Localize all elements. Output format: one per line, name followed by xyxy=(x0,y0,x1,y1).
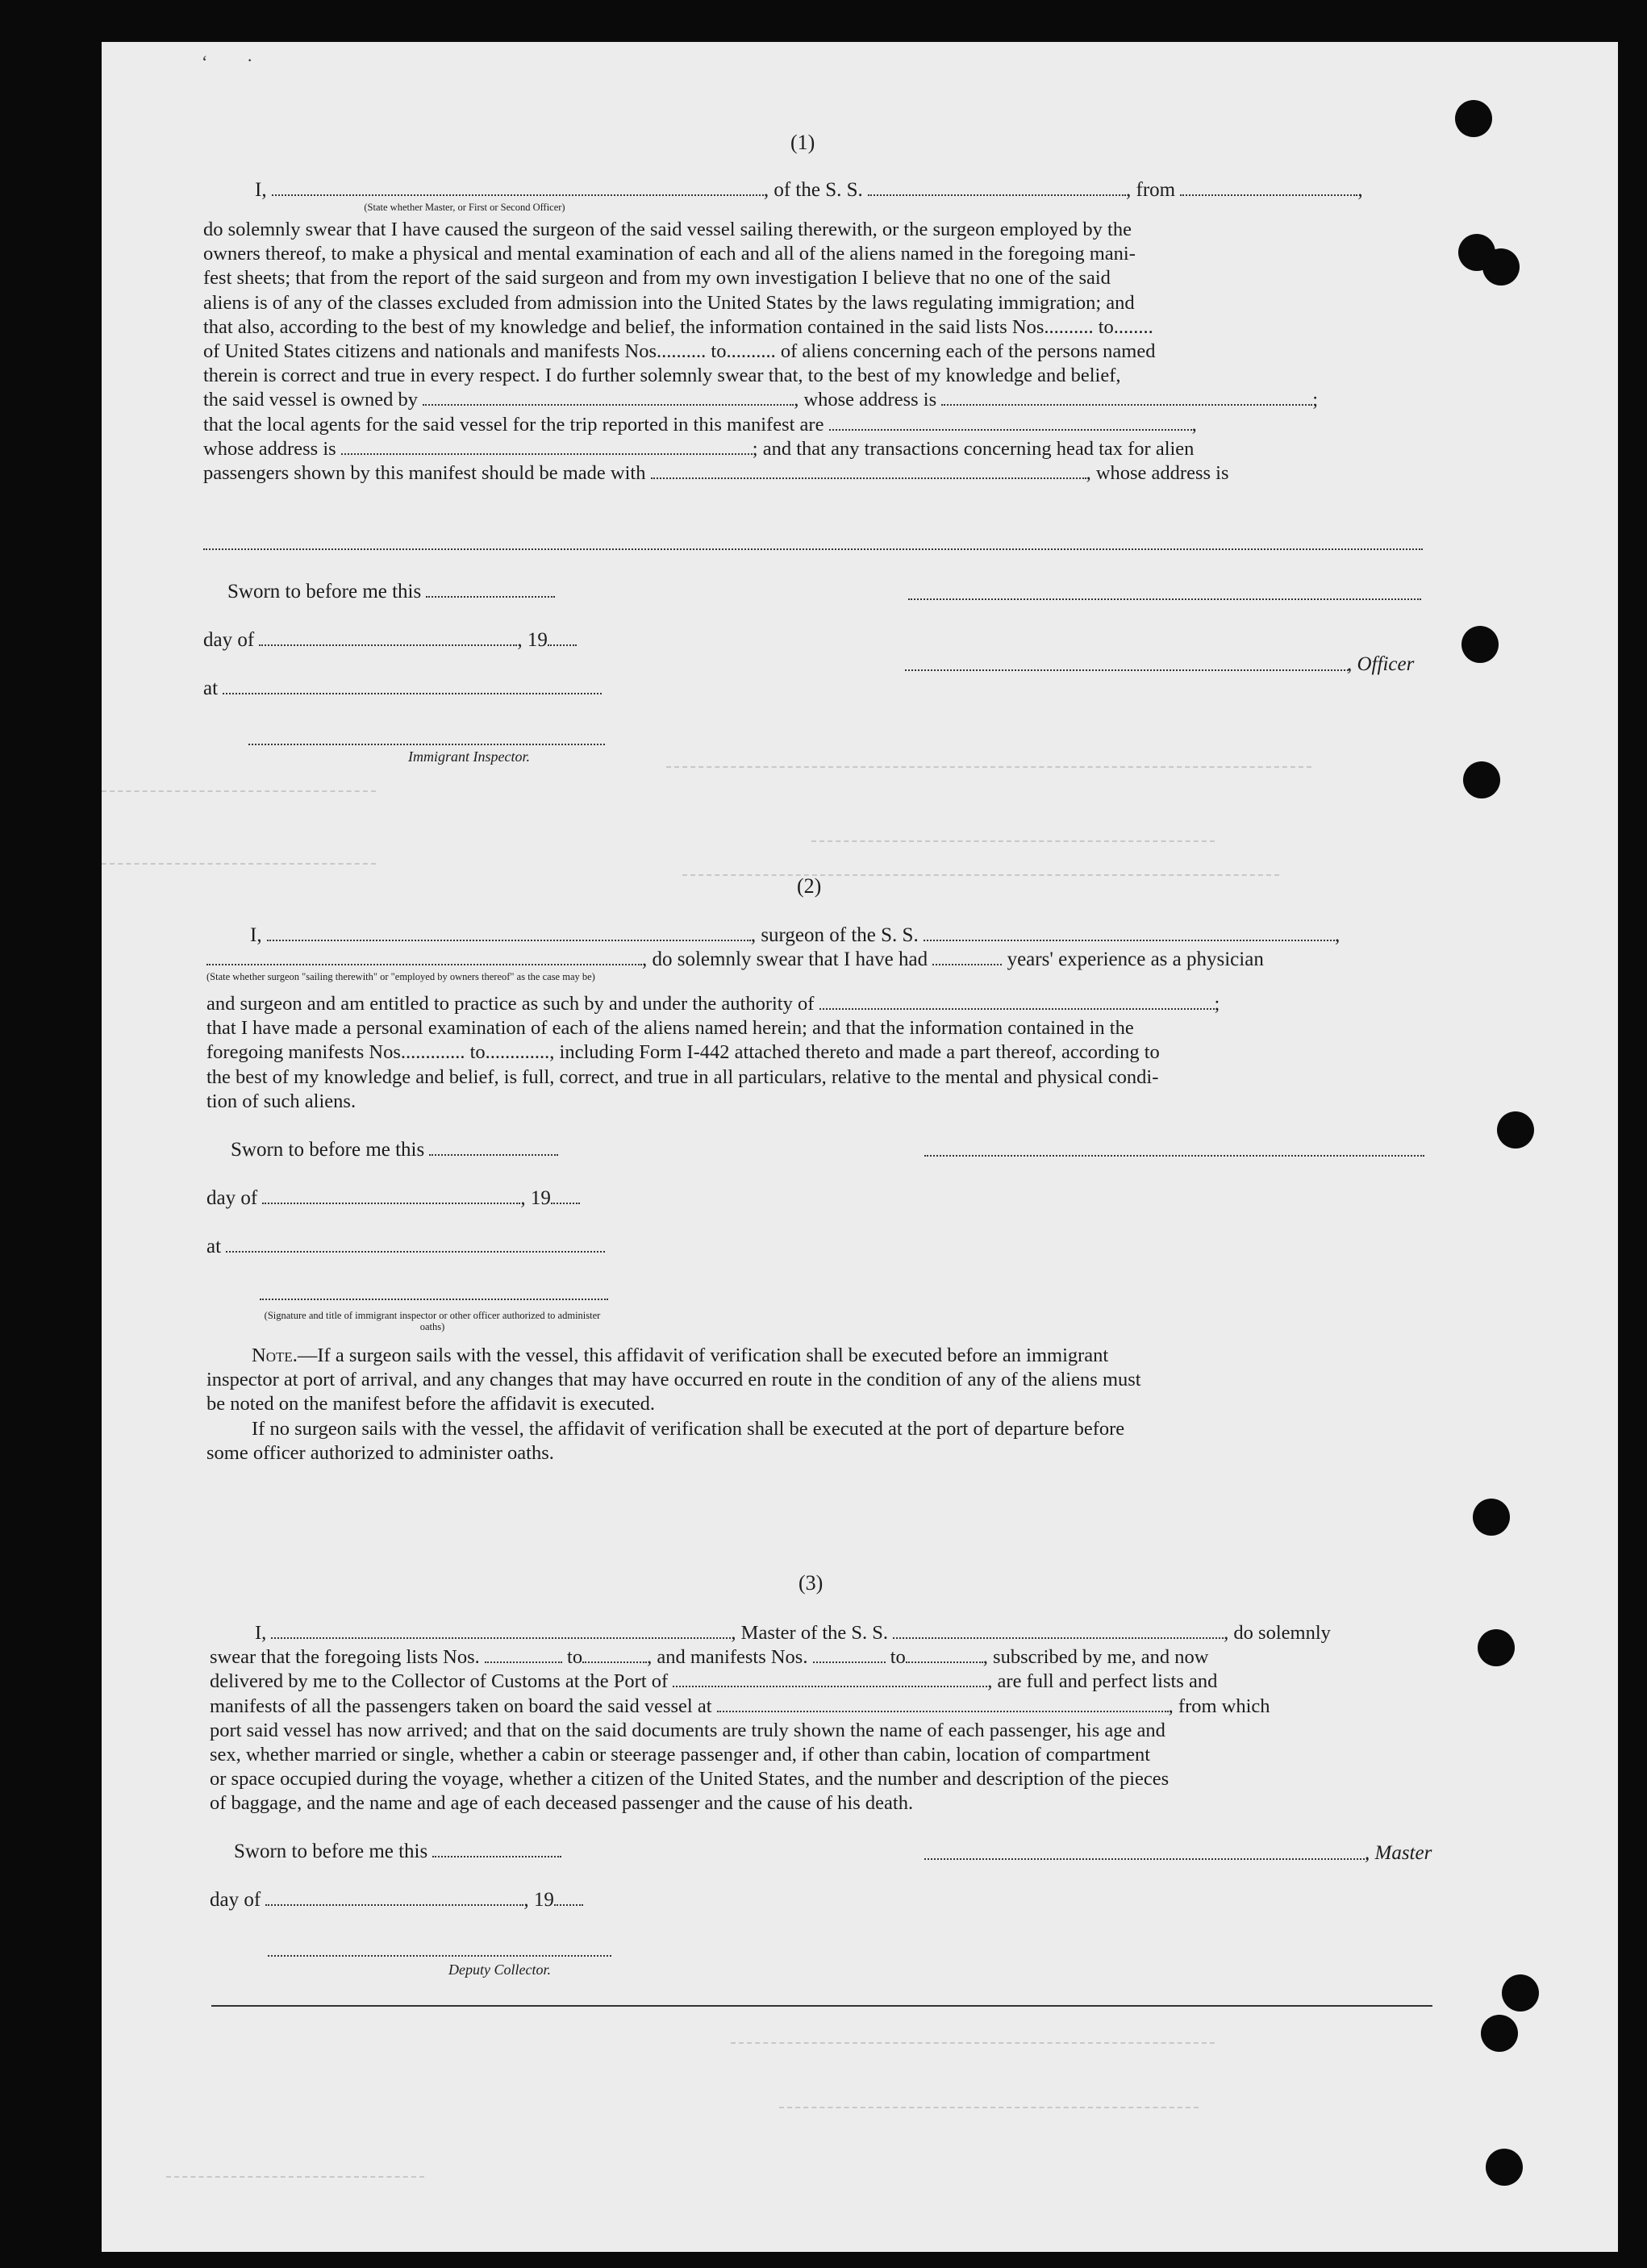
s3-vessel-blank[interactable] xyxy=(893,1624,1224,1639)
s1-line: that also, according to the best of my knowledge and belief, the information contained in the said lists Nos.......... to........ xyxy=(203,315,1153,338)
s2-sworn xyxy=(231,1139,558,1161)
s2-line: the best of my knowledge and belief, is full, correct, and true in all particulars, relative to the mental and physical condi- xyxy=(206,1065,1159,1088)
s1-from-blank[interactable] xyxy=(1180,181,1357,196)
s1-address-label: , whose address is xyxy=(794,389,937,411)
note-label: Note. xyxy=(252,1345,298,1366)
bleed-through-mark xyxy=(666,766,1311,768)
s3-to-label: to xyxy=(567,1646,583,1669)
s2-i: I, xyxy=(250,924,262,946)
punch-hole xyxy=(1463,761,1500,798)
s1-agents-address-blank[interactable] xyxy=(341,440,753,455)
punch-hole xyxy=(1482,248,1520,286)
bleed-through-mark xyxy=(682,874,1279,876)
punch-hole xyxy=(1455,100,1492,137)
s2-surgeon-signature-line[interactable] xyxy=(924,1155,1424,1157)
s2-year-blank[interactable] xyxy=(551,1190,580,1204)
s1-day-of xyxy=(203,629,577,652)
s3-line-1 xyxy=(210,1621,1431,1645)
s1-address-label-3: , whose address is xyxy=(1086,462,1229,485)
corner-tick-mark: · xyxy=(247,50,253,70)
s3-line: port said vessel has now arrived; and that on the said documents are truly shown the name of each passenger, his age and xyxy=(210,1719,1165,1741)
s3-day-of-label: day of xyxy=(210,1889,261,1911)
s3-from-which-label: , from which xyxy=(1168,1695,1270,1717)
s1-at-label: at xyxy=(203,677,219,699)
s1-day-of-label: day of xyxy=(203,629,255,651)
s1-owner-blank[interactable] xyxy=(423,391,794,406)
s2-at-blank[interactable] xyxy=(226,1238,605,1253)
s2-authority-blank[interactable] xyxy=(819,995,1215,1010)
s1-year-label: , 19 xyxy=(517,629,548,651)
s3-sworn xyxy=(234,1841,561,1863)
s3-port-blank[interactable] xyxy=(673,1673,987,1687)
s3-year-blank[interactable] xyxy=(554,1891,583,1906)
s1-officer-signature-line[interactable] xyxy=(908,598,1421,600)
s1-officer-name-blank[interactable] xyxy=(272,181,764,196)
s1-headtax-agent-blank[interactable] xyxy=(651,465,1086,479)
s2-paragraph xyxy=(206,992,1426,1114)
s2-signature-caption: (Signature and title of immigrant inspector or other officer authorized to administer oaths) xyxy=(264,1310,601,1332)
bottom-rule xyxy=(211,2005,1432,2007)
s3-lists-to-blank[interactable] xyxy=(582,1649,647,1663)
s1-agents-blank[interactable] xyxy=(829,416,1192,431)
note-paragraph xyxy=(206,1344,1428,1465)
s1-sworn xyxy=(227,581,555,603)
s1-line: do solemnly swear that I have caused the surgeon of the said vessel sailing therewith, or the surgeon employed by the xyxy=(203,219,1132,240)
bleed-through-mark xyxy=(779,2107,1199,2108)
s3-line-4 xyxy=(210,1695,1431,1719)
s1-owner-address-blank[interactable] xyxy=(941,391,1312,406)
punch-hole xyxy=(1473,1499,1510,1536)
s2-surgeon-name-blank[interactable] xyxy=(267,927,751,941)
s1-agents-label: that the local agents for the said vessel for the trip reported in this manifest are xyxy=(203,413,824,436)
s1-line: fest sheets; that from the report of the said surgeon and from my own investigation I believe that no one of the said xyxy=(203,267,1111,290)
s3-master-title: , Master xyxy=(1365,1842,1432,1864)
s3-line-3 xyxy=(210,1670,1431,1694)
s1-agents-line: that the local agents for the said vessel for the trip reported in this manifest are , xyxy=(203,413,1197,436)
s1-oath-line: I, , of the S. S. , from , xyxy=(255,179,1363,201)
s1-inspector-label: Immigrant Inspector. xyxy=(408,748,530,765)
s3-manifests-to-blank[interactable] xyxy=(906,1649,983,1663)
s1-officer-name-line[interactable] xyxy=(905,669,1349,671)
punch-hole xyxy=(1497,1111,1534,1149)
s3-subscribed-label: , subscribed by me, and now xyxy=(982,1646,1209,1669)
bleed-through-mark xyxy=(102,863,376,865)
s3-lists-complete-label: , are full and perfect lists and xyxy=(987,1670,1218,1693)
s3-sworn-day-blank[interactable] xyxy=(432,1843,561,1857)
s2-oath-line: I, , surgeon of the S. S. , xyxy=(250,924,1341,946)
s2-month-blank[interactable] xyxy=(262,1190,520,1204)
s2-vessel-blank[interactable] xyxy=(924,927,1335,941)
s2-surgeon-label: , surgeon of the S. S. xyxy=(750,924,919,946)
s3-deputy-label: Deputy Collector. xyxy=(448,1962,551,1978)
s3-swear-label: , do solemnly xyxy=(1224,1622,1331,1644)
punch-hole xyxy=(1481,2015,1518,2052)
section-2-number: (2) xyxy=(797,874,822,898)
s2-sworn-label: Sworn to before me this xyxy=(231,1139,425,1161)
s2-swear-line xyxy=(206,948,1264,971)
s2-years-blank[interactable] xyxy=(932,951,1002,965)
s3-paragraph xyxy=(210,1621,1431,1816)
bleed-through-mark xyxy=(811,840,1215,842)
s3-line: of baggage, and the name and age of each deceased passenger and the cause of his death. xyxy=(210,1792,914,1815)
punch-hole xyxy=(1486,2149,1523,2186)
s3-to-label-2: to xyxy=(890,1646,906,1669)
s3-collector-signature-line[interactable] xyxy=(268,1955,611,1957)
note-line: be noted on the manifest before the affidavit is executed. xyxy=(206,1393,656,1415)
s1-owner-line: the said vessel is owned by , whose address is ; xyxy=(203,389,1319,411)
s1-head-tax-label: ; and that any transactions concerning head tax for alien xyxy=(752,437,1195,460)
s2-authority-line: and surgeon and am entitled to practice as such by and under the authority of ; xyxy=(206,993,1220,1015)
s1-month-blank[interactable] xyxy=(259,632,517,646)
s2-sworn-day-blank[interactable] xyxy=(429,1141,558,1156)
corner-tick-mark: ‘ xyxy=(202,52,208,72)
s2-authority-label: and surgeon and am entitled to practice as such by and under the authority of xyxy=(206,993,815,1015)
s2-swear-label: , do solemnly swear that I have had xyxy=(642,948,928,970)
bleed-through-mark xyxy=(102,790,376,792)
s1-i: I, xyxy=(255,179,267,201)
s1-address-full-blank[interactable] xyxy=(203,548,1423,550)
note-line xyxy=(206,1344,1428,1368)
note-line: some officer authorized to administer oaths. xyxy=(206,1441,554,1464)
s1-line: therein is correct and true in every respect. I do further solemnly swear that, to the best of my knowledge and belief, xyxy=(203,365,1121,387)
s3-manifests-label: , and manifests Nos. xyxy=(647,1646,808,1669)
s3-day-of xyxy=(210,1889,583,1912)
s2-inspector-signature-line[interactable] xyxy=(260,1299,608,1300)
s1-line: owners thereof, to make a physical and mental examination of each and all of the aliens named in the foregoing mani- xyxy=(203,243,1136,265)
s1-vessel-label: , of the S. S. xyxy=(763,179,863,201)
s3-line: sex, whether married or single, whether a cabin or steerage passenger and, if other than cabin, location of compartment xyxy=(210,1744,1151,1766)
note-line-text: —If a surgeon sails with the vessel, this affidavit of verification shall be executed before an immigrant xyxy=(297,1345,1109,1366)
section-3-number: (3) xyxy=(798,1571,824,1595)
s1-line: aliens is of any of the classes excluded from admission into the United States by the laws regulating immigration; and xyxy=(203,291,1135,314)
s2-capacity-blank[interactable] xyxy=(206,951,642,965)
s3-sworn-label: Sworn to before me this xyxy=(234,1841,428,1862)
s1-sworn-day-blank[interactable] xyxy=(426,583,555,598)
s3-boarded-label: manifests of all the passengers taken on board the said vessel at xyxy=(210,1695,712,1717)
s1-paragraph xyxy=(203,218,1421,486)
s2-day-of-label: day of xyxy=(206,1187,258,1209)
s1-rank-caption: (State whether Master, or First or Second Officer) xyxy=(364,202,565,213)
s1-at xyxy=(203,677,602,700)
section-1-number: (1) xyxy=(790,131,815,154)
s3-month-blank[interactable] xyxy=(265,1891,523,1906)
s1-vessel-blank[interactable] xyxy=(868,181,1126,196)
note-line: inspector at port of arrival, and any changes that may have occurred en route in the condition of any of the aliens must xyxy=(206,1369,1141,1391)
s2-line: foregoing manifests Nos............. to............., including Form I-442 attached thereto and made a part thereof, according to xyxy=(206,1041,1160,1064)
s3-line-2 xyxy=(210,1645,1431,1670)
s3-master-label: , Master of the S. S. xyxy=(731,1622,889,1644)
s2-at xyxy=(206,1236,605,1258)
s1-agents-address-line xyxy=(203,437,1421,461)
s1-from-label: , from xyxy=(1126,179,1176,201)
s2-line: that I have made a personal examination of each of the aliens named herein; and that the information contained in the xyxy=(206,1017,1134,1040)
s2-year-label: , 19 xyxy=(520,1187,551,1209)
s1-inspector-signature-line[interactable] xyxy=(248,744,605,745)
punch-hole xyxy=(1502,1974,1539,2012)
s3-master-signature-line[interactable] xyxy=(924,1858,1368,1860)
s3-master-name-blank[interactable] xyxy=(271,1624,731,1639)
s1-at-blank[interactable] xyxy=(223,680,602,694)
s3-boarding-port-blank[interactable] xyxy=(717,1698,1169,1712)
s3-lists-label: swear that the foregoing lists Nos. xyxy=(210,1646,480,1669)
s1-owned-by-label: the said vessel is owned by xyxy=(203,389,419,411)
punch-hole xyxy=(1478,1629,1515,1666)
s1-year-blank[interactable] xyxy=(548,632,577,646)
s3-port-label: delivered by me to the Collector of Customs at the Port of xyxy=(210,1670,669,1693)
s2-at-label: at xyxy=(206,1236,222,1257)
manifest-page xyxy=(102,42,1618,2252)
s3-line: or space occupied during the voyage, whether a citizen of the United States, and the number and description of the pieces xyxy=(210,1768,1170,1791)
s2-years-label: years' experience as a physician xyxy=(1007,948,1264,970)
bleed-through-mark xyxy=(166,2176,424,2178)
s3-lists-from-blank[interactable] xyxy=(485,1649,562,1663)
s1-address-label-2: whose address is xyxy=(203,437,336,460)
s1-line: of United States citizens and nationals and manifests Nos.......... to.......... of aliens concerning each of the persons named xyxy=(203,340,1156,363)
s1-officer-label: , Officer xyxy=(1347,653,1415,675)
s3-i: I, xyxy=(255,1622,267,1644)
s3-year-label: , 19 xyxy=(523,1889,554,1911)
s2-day-of xyxy=(206,1187,580,1210)
s2-line: tion of such aliens. xyxy=(206,1090,357,1112)
s3-manifests-from-blank[interactable] xyxy=(813,1649,886,1663)
s1-passengers-line xyxy=(203,461,1421,486)
bleed-through-mark xyxy=(731,2042,1215,2044)
s1-sworn-label: Sworn to before me this xyxy=(227,581,422,602)
note-line: If no surgeon sails with the vessel, the affidavit of verification shall be executed at the port of departure before xyxy=(252,1417,1125,1440)
s1-passengers-label: passengers shown by this manifest should be made with xyxy=(203,462,646,485)
punch-hole xyxy=(1461,626,1499,663)
s2-capacity-caption: (State whether surgeon "sailing therewith" or "employed by owners thereof" as the case may be) xyxy=(206,971,595,982)
